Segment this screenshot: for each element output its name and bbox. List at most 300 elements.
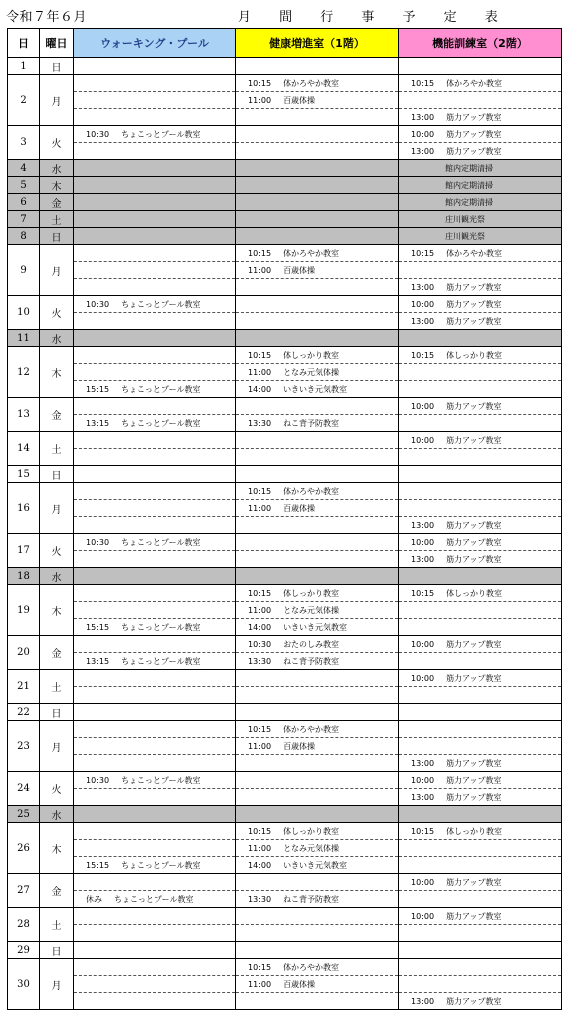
event-name: いきいき元気教室 — [283, 622, 348, 632]
table-row — [8, 449, 562, 466]
event-name: ねこ背予防教室 — [283, 418, 340, 428]
event-time: 13:00 — [411, 146, 435, 156]
weekday-label: 火 — [40, 534, 74, 568]
walking-cell — [74, 347, 236, 364]
day-number: 21 — [8, 670, 40, 704]
event-time: 10:00 — [411, 435, 435, 445]
health-cell — [236, 262, 399, 279]
day-number: 5 — [8, 177, 40, 194]
event-time: 13:00 — [411, 758, 435, 768]
closure-notice: 館内定期清掃 — [445, 180, 493, 190]
function-cell — [399, 109, 562, 126]
table-row — [8, 619, 562, 636]
event-name: 体しっかり教室 — [446, 350, 503, 360]
event-entry — [74, 894, 193, 905]
weekday-label: 水 — [40, 330, 74, 347]
title-bar — [0, 0, 569, 28]
health-cell — [236, 483, 399, 500]
health-cell — [236, 75, 399, 92]
day-number: 9 — [8, 245, 40, 296]
health-cell — [236, 517, 399, 534]
health-cell — [236, 330, 399, 347]
function-cell — [399, 653, 562, 670]
table-row — [8, 602, 562, 619]
day-number: 2 — [8, 75, 40, 126]
health-cell — [236, 296, 399, 313]
weekday-label: 月 — [40, 959, 74, 1010]
table-row — [8, 296, 562, 313]
event-time: 10:00 — [411, 911, 435, 921]
event-name: 筋力アップ教室 — [446, 146, 502, 156]
health-cell — [236, 619, 399, 636]
event-name: 筋力アップ教室 — [446, 520, 502, 530]
event-entry — [236, 741, 315, 752]
function-cell — [399, 772, 562, 789]
health-cell — [236, 211, 399, 228]
day-number: 28 — [8, 908, 40, 942]
event-entry — [399, 554, 502, 565]
event-entry — [399, 146, 502, 157]
event-entry — [236, 656, 339, 667]
event-time: 10:15 — [411, 826, 435, 836]
health-cell — [236, 313, 399, 330]
day-number: 29 — [8, 942, 40, 959]
function-cell — [399, 160, 562, 177]
event-name: 筋力アップ教室 — [446, 792, 502, 802]
closure-notice: 庄川観光祭 — [445, 214, 485, 224]
health-cell — [236, 568, 399, 585]
table-row — [8, 432, 562, 449]
event-entry — [399, 129, 502, 140]
weekday-label: 日 — [40, 704, 74, 721]
walking-cell — [74, 874, 236, 891]
event-entry — [74, 299, 201, 310]
walking-cell — [74, 398, 236, 415]
walking-cell — [74, 313, 236, 330]
event-entry — [399, 775, 502, 786]
walking-cell — [74, 245, 236, 262]
walking-cell — [74, 653, 236, 670]
health-cell — [236, 279, 399, 296]
event-time: 10:00 — [411, 639, 435, 649]
event-time: 15:15 — [86, 384, 110, 394]
event-name: ちょこっとプール教室 — [121, 384, 201, 394]
event-entry — [399, 673, 502, 684]
table-row — [8, 534, 562, 551]
health-cell — [236, 891, 399, 908]
event-entry — [236, 622, 347, 633]
table-row — [8, 381, 562, 398]
health-cell — [236, 160, 399, 177]
table-row — [8, 585, 562, 602]
health-cell — [236, 993, 399, 1010]
event-name: ちょこっとプール教室 — [121, 418, 201, 428]
table-row — [8, 330, 562, 347]
day-number: 12 — [8, 347, 40, 398]
function-cell — [399, 585, 562, 602]
event-time: 11:00 — [248, 503, 272, 513]
walking-cell — [74, 500, 236, 517]
event-time: 10:00 — [411, 299, 435, 309]
health-cell — [236, 925, 399, 942]
function-cell — [399, 823, 562, 840]
table-row — [8, 976, 562, 993]
event-name: となみ元気体操 — [283, 605, 340, 615]
event-name: 筋力アップ教室 — [446, 877, 502, 887]
event-time: 10:15 — [248, 78, 272, 88]
event-name: 体かろやか教室 — [446, 78, 503, 88]
health-cell — [236, 874, 399, 891]
event-entry — [236, 605, 339, 616]
weekday-label: 木 — [40, 585, 74, 636]
walking-cell — [74, 551, 236, 568]
event-name: ちょこっとプール教室 — [121, 622, 201, 632]
day-number: 20 — [8, 636, 40, 670]
event-name: 筋力アップ教室 — [446, 401, 502, 411]
walking-cell — [74, 993, 236, 1010]
health-cell — [236, 143, 399, 160]
health-cell — [236, 194, 399, 211]
walking-cell — [74, 670, 236, 687]
event-name: 筋力アップ教室 — [446, 911, 502, 921]
weekday-label: 水 — [40, 568, 74, 585]
event-entry — [236, 503, 315, 514]
event-time: 10:15 — [411, 248, 435, 258]
event-entry — [236, 962, 339, 973]
function-cell — [399, 721, 562, 738]
event-name: ちょこっとプール教室 — [121, 860, 201, 870]
event-entry — [74, 384, 201, 395]
event-name: 体しっかり教室 — [283, 350, 340, 360]
event-time: 13:00 — [411, 996, 435, 1006]
table-row — [8, 925, 562, 942]
event-entry — [236, 265, 315, 276]
walking-cell — [74, 772, 236, 789]
function-cell — [399, 891, 562, 908]
walking-cell — [74, 517, 236, 534]
function-cell — [399, 177, 562, 194]
event-time: 13:00 — [411, 554, 435, 564]
health-cell — [236, 670, 399, 687]
event-entry — [399, 248, 502, 259]
function-cell — [399, 908, 562, 925]
event-time: 13:00 — [411, 792, 435, 802]
walking-cell — [74, 602, 236, 619]
event-entry — [399, 996, 502, 1007]
weekday-label: 土 — [40, 211, 74, 228]
event-name: 筋力アップ教室 — [446, 554, 502, 564]
function-cell — [399, 432, 562, 449]
walking-cell — [74, 126, 236, 143]
walking-cell — [74, 177, 236, 194]
day-number: 26 — [8, 823, 40, 874]
event-time: 13:30 — [248, 418, 272, 428]
health-cell — [236, 398, 399, 415]
event-entry — [399, 588, 502, 599]
walking-cell — [74, 109, 236, 126]
walking-cell — [74, 160, 236, 177]
health-cell — [236, 840, 399, 857]
weekday-label: 水 — [40, 160, 74, 177]
health-cell — [236, 109, 399, 126]
function-cell — [399, 398, 562, 415]
weekday-label: 木 — [40, 347, 74, 398]
health-cell — [236, 755, 399, 772]
walking-cell — [74, 585, 236, 602]
table-row — [8, 942, 562, 959]
health-cell — [236, 721, 399, 738]
table-row — [8, 92, 562, 109]
walking-cell — [74, 228, 236, 245]
function-cell — [399, 364, 562, 381]
event-time: 10:30 — [248, 639, 272, 649]
walking-cell — [74, 925, 236, 942]
function-cell — [399, 568, 562, 585]
walking-cell — [74, 942, 236, 959]
health-cell — [236, 857, 399, 874]
event-entry — [399, 758, 502, 769]
walking-cell — [74, 755, 236, 772]
event-entry — [399, 299, 502, 310]
walking-cell — [74, 143, 236, 160]
event-time: 10:15 — [248, 826, 272, 836]
event-name: ちょこっとプール教室 — [121, 129, 201, 139]
table-row — [8, 636, 562, 653]
day-number: 25 — [8, 806, 40, 823]
walking-cell — [74, 330, 236, 347]
function-cell — [399, 755, 562, 772]
closure-notice: 庄川観光祭 — [445, 231, 485, 241]
table-row — [8, 721, 562, 738]
event-time: 10:00 — [411, 401, 435, 411]
weekday-label: 木 — [40, 823, 74, 874]
function-cell — [399, 704, 562, 721]
table-row — [8, 551, 562, 568]
event-entry — [236, 979, 315, 990]
event-time: 10:15 — [248, 724, 272, 734]
event-name: 筋力アップ教室 — [446, 435, 502, 445]
event-name: ちょこっとプール教室 — [121, 656, 201, 666]
function-cell — [399, 483, 562, 500]
event-name: 百歳体操 — [283, 95, 316, 105]
function-cell — [399, 959, 562, 976]
health-cell — [236, 585, 399, 602]
schedule-body — [8, 58, 562, 1010]
event-name: 体かろやか教室 — [283, 724, 340, 734]
weekday-label: 水 — [40, 806, 74, 823]
table-row — [8, 806, 562, 823]
event-name: ちょこっとプール教室 — [121, 775, 201, 785]
event-entry — [236, 384, 347, 395]
day-number: 23 — [8, 721, 40, 772]
table-row — [8, 517, 562, 534]
walking-cell — [74, 381, 236, 398]
event-time: 10:30 — [86, 537, 110, 547]
walking-cell — [74, 789, 236, 806]
event-name: 筋力アップ教室 — [446, 673, 502, 683]
health-cell — [236, 942, 399, 959]
event-time: 15:15 — [86, 622, 110, 632]
table-row — [8, 279, 562, 296]
event-entry — [399, 911, 502, 922]
event-name: ちょこっとプール教室 — [121, 299, 201, 309]
event-entry — [236, 78, 339, 89]
event-time: 10:15 — [248, 350, 272, 360]
event-name: 体かろやか教室 — [283, 962, 340, 972]
function-cell — [399, 449, 562, 466]
walking-cell — [74, 619, 236, 636]
event-name: 筋力アップ教室 — [446, 639, 502, 649]
table-row — [8, 687, 562, 704]
health-cell — [236, 126, 399, 143]
walking-cell — [74, 58, 236, 75]
health-cell — [236, 806, 399, 823]
event-time: 13:00 — [411, 112, 435, 122]
function-cell — [399, 466, 562, 483]
table-row — [8, 347, 562, 364]
event-entry — [399, 639, 502, 650]
event-name: 筋力アップ教室 — [446, 758, 502, 768]
column-header-walking-pool: ウォーキング・プール — [74, 29, 236, 58]
event-time: 10:15 — [248, 962, 272, 972]
table-row — [8, 398, 562, 415]
table-row — [8, 891, 562, 908]
event-name: 体かろやか教室 — [283, 78, 340, 88]
weekday-label: 月 — [40, 75, 74, 126]
health-cell — [236, 415, 399, 432]
event-time: 10:00 — [411, 537, 435, 547]
walking-cell — [74, 279, 236, 296]
day-number: 16 — [8, 483, 40, 534]
walking-cell — [74, 75, 236, 92]
event-entry — [236, 826, 339, 837]
walking-cell — [74, 415, 236, 432]
event-name: ちょこっとプール教室 — [114, 894, 194, 904]
health-cell — [236, 466, 399, 483]
day-number: 13 — [8, 398, 40, 432]
health-cell — [236, 228, 399, 245]
event-name: ねこ背予防教室 — [283, 894, 340, 904]
function-cell — [399, 976, 562, 993]
event-name: 体しっかり教室 — [283, 826, 340, 836]
event-entry — [74, 418, 201, 429]
health-cell — [236, 772, 399, 789]
event-name: 筋力アップ教室 — [446, 112, 502, 122]
table-row — [8, 772, 562, 789]
function-cell — [399, 551, 562, 568]
health-cell — [236, 58, 399, 75]
function-cell — [399, 670, 562, 687]
event-name: 筋力アップ教室 — [446, 537, 502, 547]
schedule-table — [7, 28, 562, 1010]
event-name: 筋力アップ教室 — [446, 299, 502, 309]
walking-cell — [74, 738, 236, 755]
event-name: 筋力アップ教室 — [446, 775, 502, 785]
health-cell — [236, 449, 399, 466]
walking-cell — [74, 687, 236, 704]
event-time: 11:00 — [248, 605, 272, 615]
event-name: 筋力アップ教室 — [446, 316, 502, 326]
health-cell — [236, 551, 399, 568]
table-row — [8, 245, 562, 262]
event-name: 筋力アップ教室 — [446, 996, 502, 1006]
table-row — [8, 908, 562, 925]
weekday-label: 木 — [40, 177, 74, 194]
health-cell — [236, 602, 399, 619]
event-name: 百歳体操 — [283, 979, 316, 989]
weekday-label: 火 — [40, 126, 74, 160]
weekday-label: 月 — [40, 483, 74, 534]
weekday-label: 日 — [40, 942, 74, 959]
walking-cell — [74, 636, 236, 653]
function-cell — [399, 517, 562, 534]
health-cell — [236, 908, 399, 925]
function-cell — [399, 381, 562, 398]
event-entry — [399, 78, 502, 89]
table-row — [8, 466, 562, 483]
health-cell — [236, 823, 399, 840]
table-row — [8, 704, 562, 721]
event-entry — [236, 894, 339, 905]
table-row — [8, 959, 562, 976]
event-time: 10:15 — [248, 248, 272, 258]
event-time: 15:15 — [86, 860, 110, 870]
event-entry — [399, 112, 502, 123]
event-time: 13:30 — [248, 656, 272, 666]
weekday-label: 金 — [40, 398, 74, 432]
weekday-label: 月 — [40, 721, 74, 772]
event-entry — [399, 435, 502, 446]
event-time: 13:15 — [86, 418, 110, 428]
table-row — [8, 211, 562, 228]
weekday-label: 金 — [40, 194, 74, 211]
table-row — [8, 993, 562, 1010]
day-number: 30 — [8, 959, 40, 1010]
event-name: 体かろやか教室 — [446, 248, 503, 258]
table-row — [8, 126, 562, 143]
function-cell — [399, 534, 562, 551]
health-cell — [236, 245, 399, 262]
event-time: 11:00 — [248, 367, 272, 377]
table-row — [8, 415, 562, 432]
function-cell — [399, 313, 562, 330]
event-time: 13:00 — [411, 520, 435, 530]
page-title: 月 間 行 事 予 定 表 — [238, 10, 510, 25]
event-time: 10:00 — [411, 673, 435, 683]
event-entry — [236, 724, 339, 735]
walking-cell — [74, 959, 236, 976]
health-cell — [236, 976, 399, 993]
function-cell — [399, 58, 562, 75]
table-row — [8, 160, 562, 177]
function-cell — [399, 738, 562, 755]
weekday-label: 日 — [40, 228, 74, 245]
event-entry — [399, 877, 502, 888]
health-cell — [236, 789, 399, 806]
event-name: 百歳体操 — [283, 741, 316, 751]
table-header-row — [8, 29, 562, 58]
event-name: 筋力アップ教室 — [446, 129, 502, 139]
health-cell — [236, 687, 399, 704]
day-number: 11 — [8, 330, 40, 347]
event-entry — [399, 350, 502, 361]
health-cell — [236, 959, 399, 976]
walking-cell — [74, 483, 236, 500]
walking-cell — [74, 891, 236, 908]
health-cell — [236, 704, 399, 721]
table-row — [8, 143, 562, 160]
function-cell — [399, 993, 562, 1010]
